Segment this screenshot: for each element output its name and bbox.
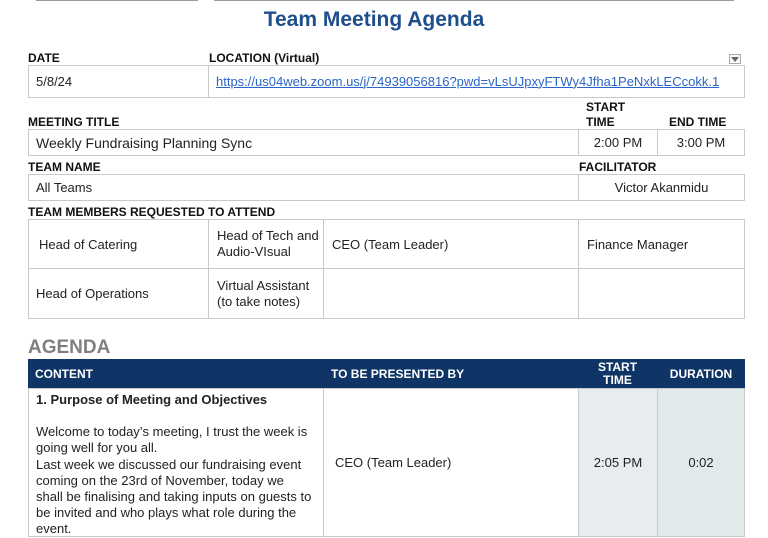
meeting-title-field[interactable] — [28, 129, 579, 156]
agenda-item-title: 1. Purpose of Meeting and Objectives — [36, 392, 268, 407]
agenda-item-duration[interactable] — [657, 388, 745, 537]
agenda-item-start[interactable] — [578, 388, 658, 537]
member-name: Virtual Assistant (to take notes) — [217, 277, 310, 309]
agenda-col-presenter: TO BE PRESENTED BY — [323, 359, 579, 389]
member-cell[interactable] — [28, 219, 209, 269]
facilitator-label: FACILITATOR — [579, 160, 657, 174]
date-label: DATE — [28, 51, 60, 65]
location-link[interactable]: https://us04web.zoom.us/j/74939056816?pwd=vLsUJpxyFTWy4Jfha1PeNxkLECcokk.1 — [216, 73, 720, 89]
meeting-title-label: MEETING TITLE — [28, 115, 120, 129]
top-divider-right — [214, 0, 734, 1]
agenda-item-text: Last week we discussed our fundraising event coming on the 23rd of November, today we shall be finalising and taking inputs on guests to be invited and who plays what role during the event. — [36, 456, 312, 537]
top-divider-left — [36, 0, 198, 1]
member-name: Finance Manager — [587, 236, 689, 252]
agenda-duration-value: 0:02 — [688, 455, 714, 470]
page-title: Team Meeting Agenda — [263, 8, 485, 31]
location-field[interactable] — [208, 65, 745, 98]
member-name: Head of Operations — [36, 286, 149, 301]
member-name: Head of Tech and Audio-VIsual — [217, 228, 319, 259]
member-cell[interactable] — [578, 219, 745, 269]
team-name-value: All Teams — [36, 180, 93, 195]
member-cell[interactable] — [208, 268, 324, 319]
meeting-title-value: Weekly Fundraising Planning Sync — [36, 134, 253, 151]
date-field[interactable] — [28, 65, 209, 98]
end-time-value: 3:00 PM — [676, 135, 726, 150]
agenda-col-duration: DURATION — [657, 359, 745, 389]
agenda-item-presenter[interactable] — [323, 388, 579, 537]
facilitator-value: Victor Akanmidu — [614, 180, 709, 195]
agenda-col-start: START TIME — [578, 359, 658, 389]
end-time-field[interactable] — [657, 129, 745, 156]
end-time-label: END TIME — [669, 115, 727, 129]
agenda-start-value: 2:05 PM — [593, 455, 643, 470]
member-name: CEO (Team Leader) — [332, 236, 449, 252]
date-value: 5/8/24 — [36, 74, 73, 89]
members-label: TEAM MEMBERS REQUESTED TO ATTEND — [28, 205, 276, 219]
agenda-item-content[interactable] — [28, 388, 324, 537]
agenda-item-text: Welcome to today’s meeting, I trust the week is going well for you all. — [36, 424, 308, 456]
member-cell[interactable] — [208, 219, 324, 269]
member-cell[interactable] — [323, 219, 579, 269]
start-time-label: START TIME — [586, 100, 626, 129]
agenda-heading: AGENDA — [28, 337, 111, 358]
location-dropdown-icon[interactable] — [729, 54, 741, 64]
agenda-presenter-value: CEO (Team Leader) — [335, 455, 452, 470]
member-name: Head of Catering — [39, 236, 138, 252]
start-time-value: 2:00 PM — [593, 135, 643, 150]
team-name-label: TEAM NAME — [28, 160, 101, 174]
member-cell-empty[interactable] — [323, 268, 579, 319]
team-name-field[interactable] — [28, 174, 579, 201]
location-label: LOCATION (Virtual) — [209, 51, 320, 65]
member-cell-empty[interactable] — [578, 268, 745, 319]
facilitator-field[interactable] — [578, 174, 745, 201]
agenda-col-content: CONTENT — [28, 359, 324, 389]
member-cell[interactable] — [28, 268, 209, 319]
start-time-field[interactable] — [578, 129, 658, 156]
